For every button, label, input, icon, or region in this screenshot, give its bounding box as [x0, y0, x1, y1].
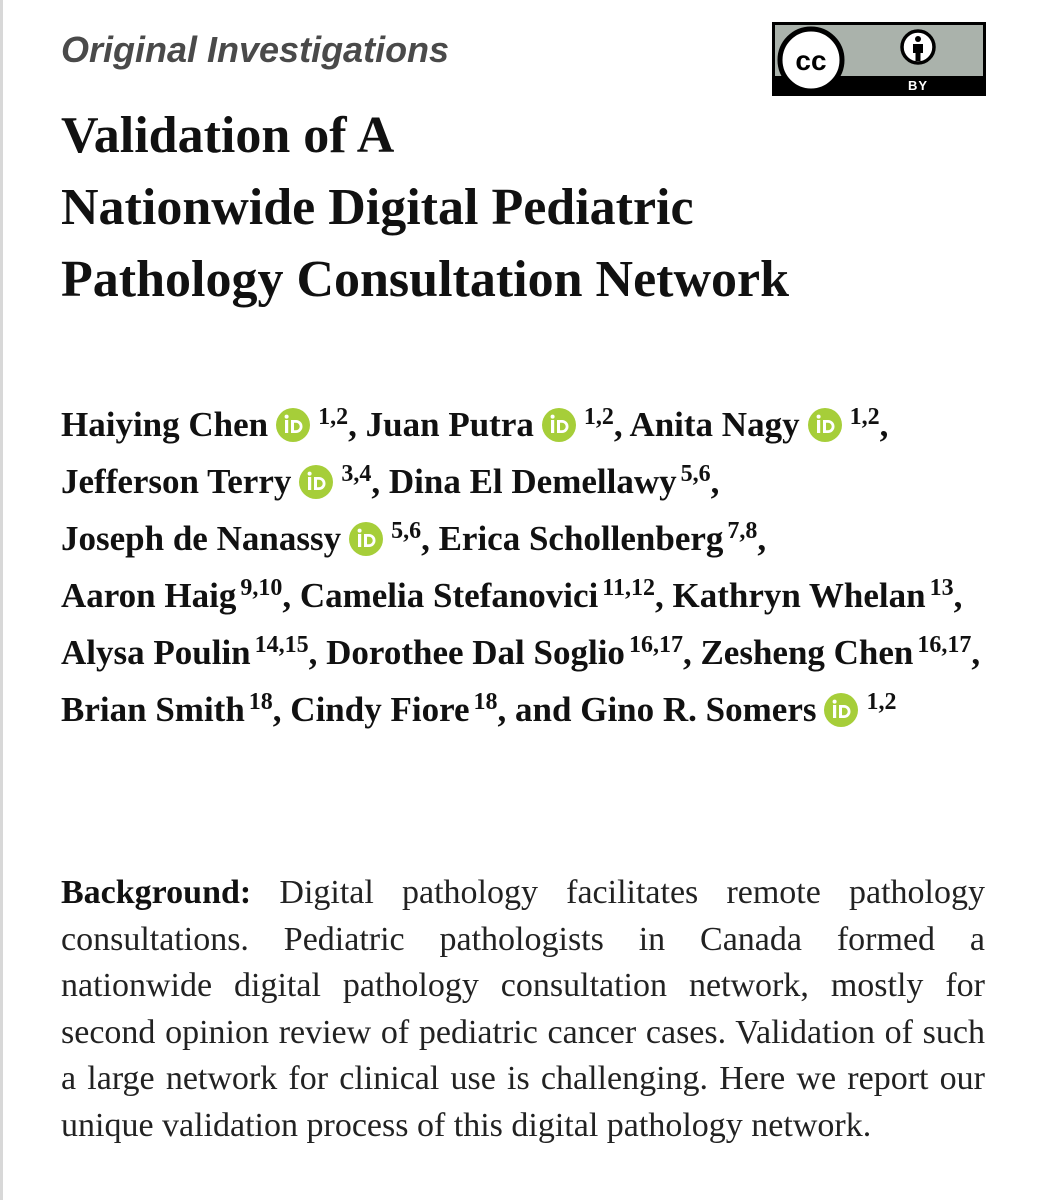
author — [389, 462, 720, 501]
cc-text: cc — [795, 45, 827, 76]
author-name[interactable]: Erica Schollenberg — [438, 519, 724, 558]
author-separator: , — [953, 576, 963, 615]
author-name[interactable]: Cindy Fiore — [290, 690, 470, 729]
abstract-text: Digital pathology facilitates remote pathology consultations. Pediatric pathologists in Canada formed a nationwide digital pathology consultation network, mostly for second opinion review of pediatric cancer cases. Validation of such a large network for clinical use is challenging. Here we report our unique validation process of this digital pathology network. — [61, 874, 985, 1144]
cc-by-license-badge[interactable] — [772, 22, 986, 96]
author-separator: , — [371, 462, 389, 501]
orcid-icon[interactable] — [808, 408, 842, 442]
author-separator: , — [654, 576, 673, 615]
author-name[interactable]: Dina El Demellawy — [388, 462, 677, 501]
author — [580, 690, 896, 729]
author-name[interactable]: Alysa Poulin — [61, 633, 251, 672]
affiliation-superscript: 14,15 — [254, 632, 309, 658]
author-name[interactable]: Zesheng Chen — [700, 633, 914, 672]
author — [61, 519, 439, 558]
title-line: Validation of A — [61, 107, 395, 164]
author — [366, 405, 630, 444]
orcid-icon[interactable] — [276, 408, 310, 442]
author-separator: , — [710, 462, 720, 501]
affiliation-superscript: 18 — [248, 689, 273, 715]
article-title — [61, 100, 1001, 316]
author-separator: , — [971, 633, 981, 672]
author-separator: , — [757, 519, 767, 558]
author-separator: , — [879, 405, 889, 444]
author-name[interactable]: Camelia Stefanovici — [299, 576, 599, 615]
author-name[interactable]: Joseph de Nanassy — [61, 519, 342, 558]
abstract-background — [61, 870, 985, 1149]
author — [629, 405, 888, 444]
author — [326, 633, 700, 672]
page-edge — [0, 0, 3, 1200]
author-separator: , — [613, 405, 630, 444]
orcid-icon[interactable] — [299, 465, 333, 499]
affiliation-superscript: 3,4 — [341, 461, 372, 487]
orcid-icon[interactable] — [349, 522, 383, 556]
orcid-icon[interactable] — [542, 408, 576, 442]
author — [290, 690, 580, 729]
affiliation-superscript: 13 — [929, 575, 954, 601]
affiliation-superscript: 5,6 — [391, 518, 422, 544]
affiliation-superscript: 1,2 — [849, 404, 880, 430]
cc-by-icon — [772, 22, 986, 96]
author — [61, 633, 326, 672]
author-separator: , — [282, 576, 300, 615]
author — [61, 690, 290, 729]
affiliation-superscript: 5,6 — [680, 461, 711, 487]
affiliation-superscript: 9,10 — [240, 575, 283, 601]
author-name[interactable]: Aaron Haig — [61, 576, 237, 615]
author-name[interactable]: Anita Nagy — [629, 405, 800, 444]
affiliation-superscript: 7,8 — [727, 518, 758, 544]
author-separator: , — [308, 633, 327, 672]
affiliation-superscript: 11,12 — [602, 575, 655, 601]
author-name[interactable]: Dorothee Dal Soglio — [326, 633, 625, 672]
section-label: Original Investigations — [61, 29, 450, 70]
affiliation-superscript: 18 — [473, 689, 498, 715]
author-name[interactable]: Brian Smith — [61, 690, 245, 729]
affiliation-superscript: 1,2 — [318, 404, 349, 430]
author-separator: , — [348, 405, 366, 444]
author-name[interactable]: Juan Putra — [365, 405, 534, 444]
author — [61, 576, 300, 615]
title-line: Pathology Consultation Network — [61, 251, 790, 308]
author-separator: , and — [497, 690, 581, 729]
author-separator: , — [272, 690, 291, 729]
abstract-label: Background: — [61, 874, 252, 911]
orcid-icon[interactable] — [824, 693, 858, 727]
author — [700, 633, 980, 672]
affiliation-superscript: 1,2 — [583, 404, 614, 430]
title-line: Nationwide Digital Pediatric — [61, 179, 694, 236]
author-name[interactable]: Haiying Chen — [61, 405, 269, 444]
affiliation-superscript: 16,17 — [628, 632, 683, 658]
author-name[interactable]: Kathryn Whelan — [672, 576, 926, 615]
author — [61, 405, 366, 444]
author-separator: , — [421, 519, 439, 558]
affiliation-superscript: 16,17 — [917, 632, 972, 658]
author — [672, 576, 962, 615]
author — [439, 519, 767, 558]
by-text: BY — [907, 78, 929, 93]
author-list — [61, 396, 991, 738]
author — [300, 576, 673, 615]
author-name[interactable]: Jefferson Terry — [61, 462, 292, 501]
author-separator: , — [682, 633, 701, 672]
author-name[interactable]: Gino R. Somers — [580, 690, 817, 729]
affiliation-superscript: 1,2 — [866, 689, 897, 715]
author — [61, 462, 389, 501]
